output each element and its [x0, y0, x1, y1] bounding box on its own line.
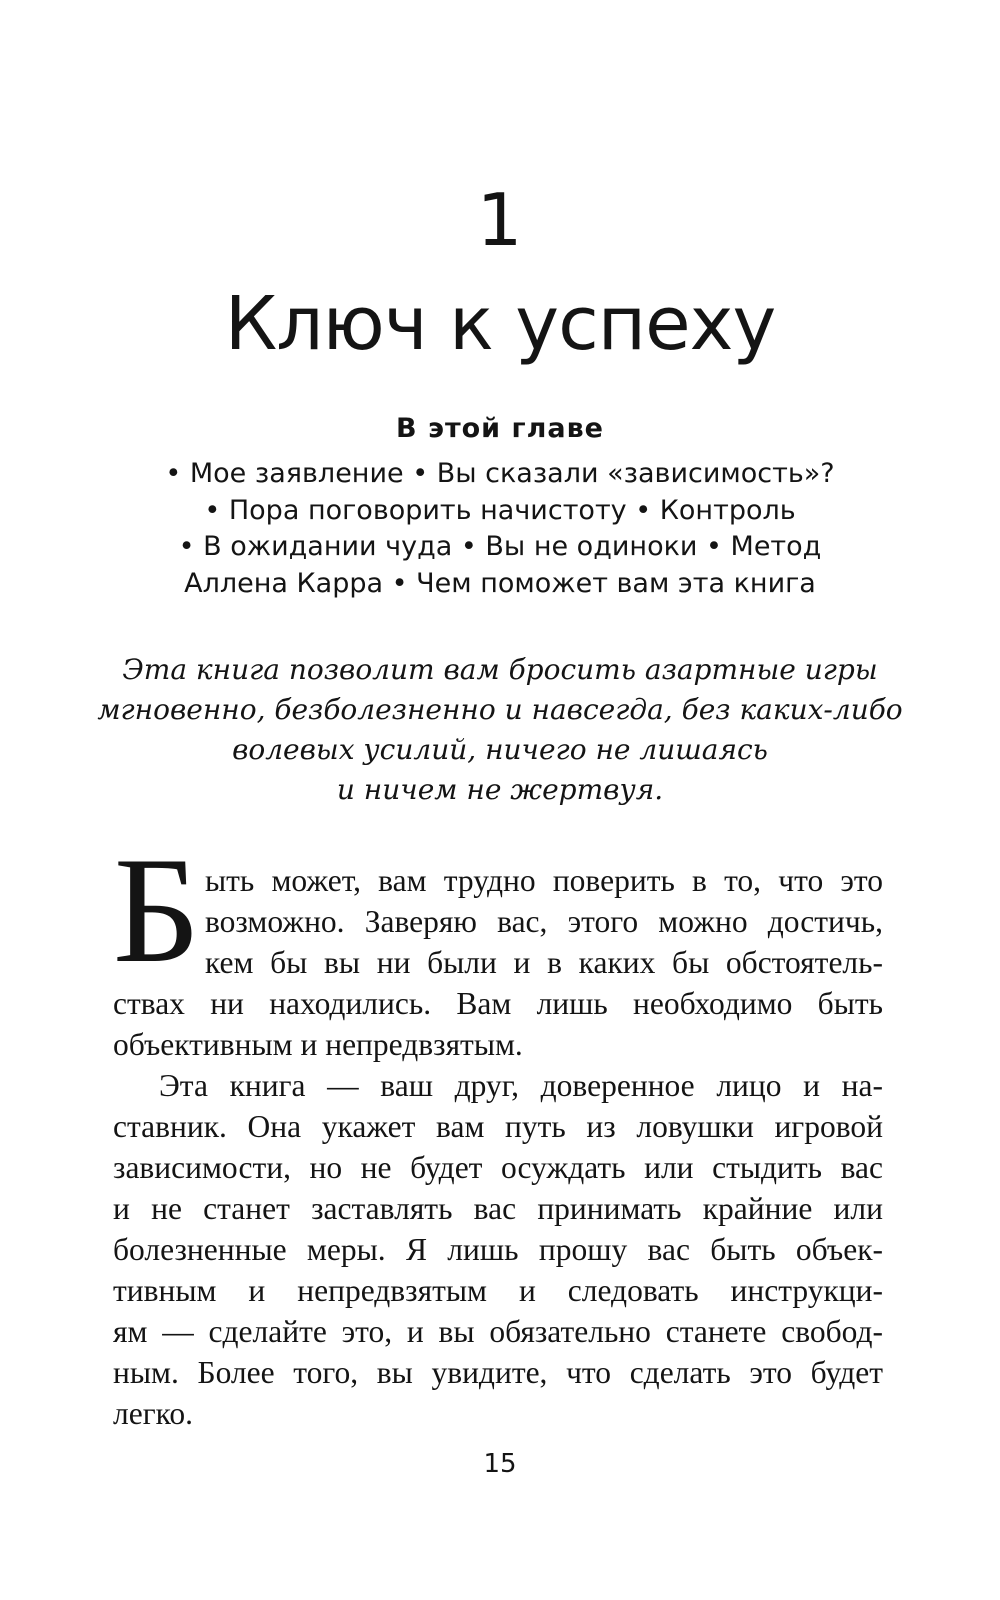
epigraph-line: и ничем не жертвуя.: [336, 773, 664, 806]
paragraph-1-line: кем бы вы ни были и в каких бы обстоятель-: [205, 945, 883, 980]
paragraph-2-line: ставник. Она укажет вам путь из ловушки игровой: [113, 1109, 883, 1144]
paragraph-1-line: возможно. Заверяю вас, этого можно достичь,: [205, 904, 883, 939]
paragraph-2-line: легко.: [113, 1396, 193, 1431]
chapter-contents-heading: В этой главе: [395, 413, 604, 444]
paragraph-1-line: ствах ни находились. Вам лишь необходимо быть: [113, 986, 883, 1021]
contents-line: Аллена Карра • Чем поможет вам эта книга: [184, 567, 816, 599]
epigraph: [0, 650, 1000, 810]
paragraph-2-line: и не станет заставлять вас принимать крайние или: [113, 1191, 883, 1226]
page-number: 15: [483, 1449, 517, 1479]
paragraph-2-line: ям — сделайте это, и вы обязательно станете свобод-: [113, 1314, 883, 1349]
paragraph-2-line: зависимости, но не будет осуждать или стыдить вас: [113, 1150, 883, 1185]
epigraph-line: Эта книга позволит вам бросить азартные игры: [122, 653, 878, 686]
paragraph-2-line: тивным и непредвзятым и следовать инструкци-: [113, 1273, 883, 1308]
paragraph-1-line: объективным и непредвзятым.: [113, 1027, 523, 1062]
contents-line: • Мое заявление • Вы сказали «зависимость»?: [165, 458, 835, 489]
contents-line: • В ожидании чуда • Вы не одиноки • Метод: [178, 531, 822, 562]
paragraph-1-line: ыть может, вам трудно поверить в то, что это: [205, 863, 883, 898]
epigraph-line: мгновенно, безболезненно и навсегда, без каких-либо: [97, 693, 903, 726]
drop-cap: Б: [113, 826, 201, 994]
epigraph-line: волевых усилий, ничего не лишаясь: [232, 733, 768, 766]
chapter-contents-list: [0, 456, 1000, 602]
paragraph-2-line: Эта книга — ваш друг, доверенное лицо и на-: [159, 1068, 883, 1103]
contents-line: • Пора поговорить начистоту • Контроль: [204, 494, 796, 526]
body-text: [113, 860, 883, 1434]
paragraph-2-line: болезненные меры. Я лишь прошу вас быть объек-: [113, 1232, 883, 1267]
chapter-title: Ключ к успеху: [224, 281, 776, 367]
chapter-number: 1: [476, 178, 524, 262]
paragraph-2-line: ным. Более того, вы увидите, что сделать это будет: [113, 1355, 883, 1390]
